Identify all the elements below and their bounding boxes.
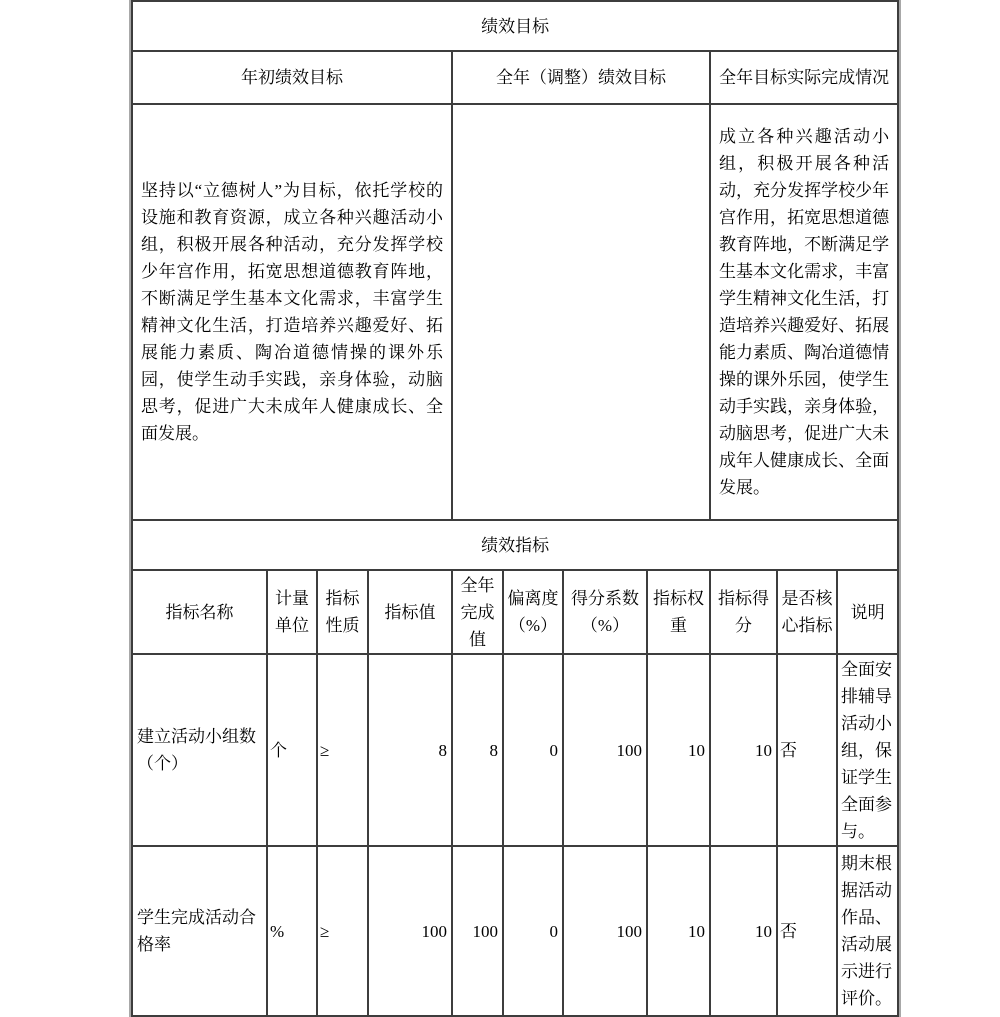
goal-adjusted-header: 全年（调整）绩效目标 [452, 51, 710, 104]
goal-header-row [132, 51, 898, 104]
deviation-cell: 0 [503, 846, 563, 1016]
note-cell: 全面安排辅导活动小组，保证学生全面参与。 [837, 654, 898, 846]
target-value-cell: 100 [368, 846, 452, 1016]
header-core-indicator: 是否核心指标 [777, 570, 837, 654]
goal-section-title-row [132, 1, 898, 51]
header-target-value: 指标值 [368, 570, 452, 654]
unit-cell: % [267, 846, 317, 1016]
nature-cell: ≥ [317, 846, 368, 1016]
indicator-row [132, 654, 898, 846]
score-coefficient-cell: 100 [563, 846, 647, 1016]
indicator-section-title-row [132, 520, 898, 570]
unit-cell: 个 [267, 654, 317, 846]
core-indicator-cell: 否 [777, 846, 837, 1016]
header-score-coefficient: 得分系数（%） [563, 570, 647, 654]
header-weight: 指标权重 [647, 570, 710, 654]
indicator-section-title: 绩效指标 [132, 520, 898, 570]
indicator-name-cell: 建立活动小组数（个） [132, 654, 267, 846]
target-value-cell: 8 [368, 654, 452, 846]
performance-document [129, 0, 901, 1017]
header-score: 指标得分 [710, 570, 777, 654]
completed-value-cell: 8 [452, 654, 503, 846]
goal-initial-text: 坚持以“立德树人”为目标，依托学校的设施和教育资源，成立各种兴趣活动小组，积极开展各种活动，充分发挥学校少年宫作用，拓宽思想道德教育阵地，不断满足学生基本文化需求，丰富学生精神文化生活，打造培养兴趣爱好、拓展能力素质、陶冶道德情操的课外乐园，使学生动手实践，亲身体验，动脑思考，促进广大未成年人健康成长、全面发展。 [132, 104, 452, 520]
deviation-cell: 0 [503, 654, 563, 846]
header-nature: 指标性质 [317, 570, 368, 654]
goal-actual-text: 成立各种兴趣活动小组，积极开展各种活动，充分发挥学校少年宫作用，拓宽思想道德教育阵地，不断满足学生基本文化需求，丰富学生精神文化生活，打造培养兴趣爱好、拓展能力素质、陶冶道德情操的课外乐园，使学生动手实践，亲身体验，动脑思考，促进广大未成年人健康成长、全面发展。 [710, 104, 898, 520]
weight-cell: 10 [647, 654, 710, 846]
goal-adjusted-text [452, 104, 710, 520]
core-indicator-cell: 否 [777, 654, 837, 846]
goal-initial-header: 年初绩效目标 [132, 51, 452, 104]
header-unit: 计量单位 [267, 570, 317, 654]
goal-section-title: 绩效目标 [132, 1, 898, 51]
header-indicator-name: 指标名称 [132, 570, 267, 654]
goal-actual-header: 全年目标实际完成情况 [710, 51, 898, 104]
indicator-row [132, 846, 898, 1016]
score-coefficient-cell: 100 [563, 654, 647, 846]
weight-cell: 10 [647, 846, 710, 1016]
indicator-header-row [132, 570, 898, 654]
completed-value-cell: 100 [452, 846, 503, 1016]
score-cell: 10 [710, 654, 777, 846]
nature-cell: ≥ [317, 654, 368, 846]
indicator-name-cell: 学生完成活动合格率 [132, 846, 267, 1016]
header-deviation: 偏离度（%） [503, 570, 563, 654]
note-cell: 期末根据活动作品、活动展示进行评价。 [837, 846, 898, 1016]
header-completed-value: 全年完成值 [452, 570, 503, 654]
header-note: 说明 [837, 570, 898, 654]
performance-table [131, 0, 899, 1017]
score-cell: 10 [710, 846, 777, 1016]
goal-text-row [132, 104, 898, 520]
